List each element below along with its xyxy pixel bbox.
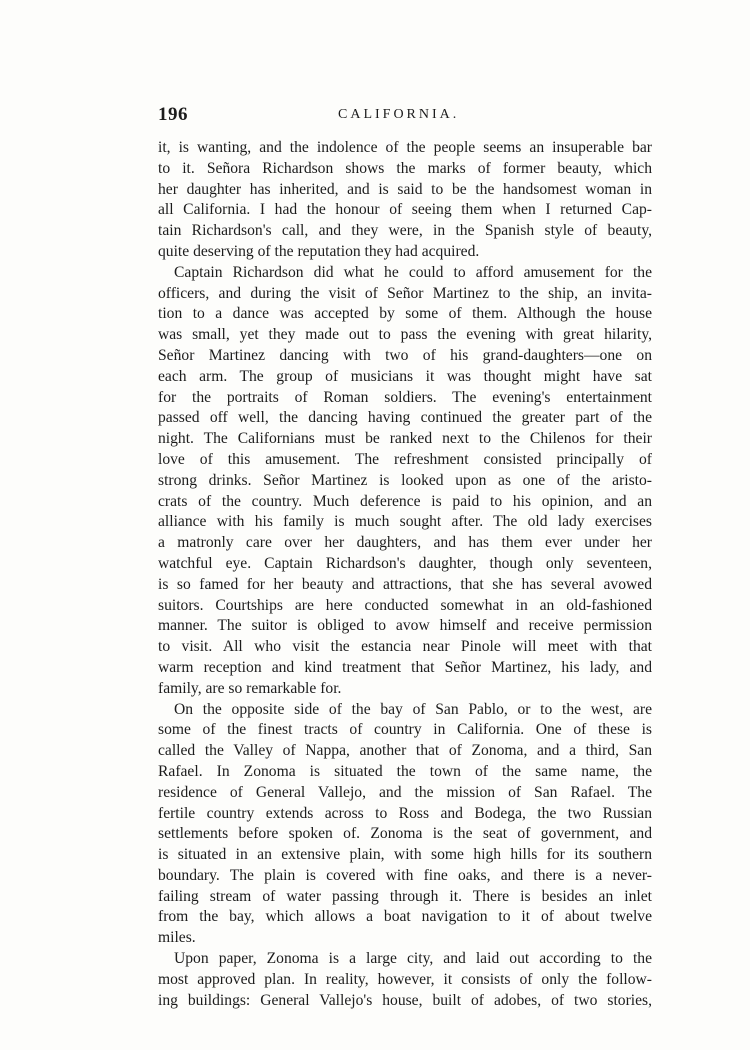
text-line: some of the finest tracts of country in California. One of these is bbox=[158, 721, 652, 739]
text-line: manner. The suitor is obliged to avow himself and receive permission bbox=[158, 617, 652, 635]
text-line: boundary. The plain is covered with fine oaks, and there is a never- bbox=[158, 866, 652, 884]
text-line: her daughter has inherited, and is said to be the handsomest woman in bbox=[158, 180, 652, 198]
text-line: a matronly care over her daughters, and has them ever under her bbox=[158, 534, 652, 552]
text-line: tain Richardson's call, and they were, in the Spanish style of beauty, bbox=[158, 222, 652, 240]
text-line: officers, and during the visit of Señor Martinez to the ship, an invita- bbox=[158, 284, 652, 302]
text-line: from the bay, which allows a boat navigation to it of about twelve bbox=[158, 908, 652, 926]
text-line: strong drinks. Señor Martinez is looked upon as one of the aristo- bbox=[158, 471, 652, 489]
text-line: ing buildings: General Vallejo's house, built of adobes, of two stories, bbox=[158, 991, 652, 1009]
text-line: On the opposite side of the bay of San Pablo, or to the west, are bbox=[174, 700, 652, 718]
text-line: suitors. Courtships are here conducted somewhat in an old-fashioned bbox=[158, 596, 652, 614]
text-line: residence of General Vallejo, and the mission of San Rafael. The bbox=[158, 783, 652, 801]
text-line: it, is wanting, and the indolence of the people seems an insuperable bar bbox=[158, 139, 652, 156]
text-line: alliance with his family is much sought after. The old lady exercises bbox=[158, 513, 652, 531]
running-head: CALIFORNIA. bbox=[338, 107, 460, 122]
text-line: to it. Señora Richardson shows the marks of former beauty, which bbox=[158, 159, 652, 177]
text-line: was small, yet they made out to pass the evening with great hilarity, bbox=[158, 326, 652, 344]
page-header bbox=[158, 104, 658, 128]
text-line: for the portraits of Roman soldiers. The evening's entertainment bbox=[158, 388, 652, 406]
text-line: each arm. The group of musicians it was thought might have sat bbox=[158, 367, 652, 385]
body-text bbox=[158, 138, 652, 1011]
text-line: to visit. All who visit the estancia near Pinole will meet with that bbox=[158, 638, 652, 656]
text-line: fertile country extends across to Ross and Bodega, the two Russian bbox=[158, 804, 652, 822]
page-number: 196 bbox=[158, 104, 188, 125]
text-line: miles. bbox=[158, 929, 196, 947]
text-line: Upon paper, Zonoma is a large city, and laid out according to the bbox=[174, 950, 652, 968]
text-line: tion to a dance was accepted by some of them. Although the house bbox=[158, 305, 652, 323]
text-line: settlements before spoken of. Zonoma is the seat of government, and bbox=[158, 825, 652, 843]
text-line: Señor Martinez dancing with two of his grand-daughters—one on bbox=[158, 346, 652, 364]
text-line: failing stream of water passing through it. There is besides an inlet bbox=[158, 887, 652, 905]
text-line: night. The Californians must be ranked next to the Chilenos for their bbox=[158, 430, 652, 448]
text-line: quite deserving of the reputation they had acquired. bbox=[158, 242, 480, 260]
text-line: warm reception and kind treatment that Señor Martinez, his lady, and bbox=[158, 658, 652, 676]
text-line: love of this amusement. The refreshment consisted principally of bbox=[158, 450, 652, 468]
text-line: passed off well, the dancing having continued the greater part of the bbox=[158, 409, 652, 427]
text-line: all California. I had the honour of seeing them when I returned Cap- bbox=[158, 201, 652, 219]
text-line: is situated in an extensive plain, with some high hills for its southern bbox=[158, 846, 652, 864]
text-line: family, are so remarkable for. bbox=[158, 679, 342, 697]
text-line: is so famed for her beauty and attractions, that she has several avowed bbox=[158, 575, 652, 593]
text-line: watchful eye. Captain Richardson's daughter, though only seventeen, bbox=[158, 554, 652, 572]
text-line: most approved plan. In reality, however, it consists of only the follow- bbox=[158, 970, 652, 988]
text-line: Rafael. In Zonoma is situated the town of the same name, the bbox=[158, 762, 652, 780]
text-line: crats of the country. Much deference is paid to his opinion, and an bbox=[158, 492, 652, 510]
text-line: called the Valley of Nappa, another that of Zonoma, and a third, San bbox=[158, 742, 652, 760]
text-line: Captain Richardson did what he could to afford amusement for the bbox=[174, 263, 652, 281]
